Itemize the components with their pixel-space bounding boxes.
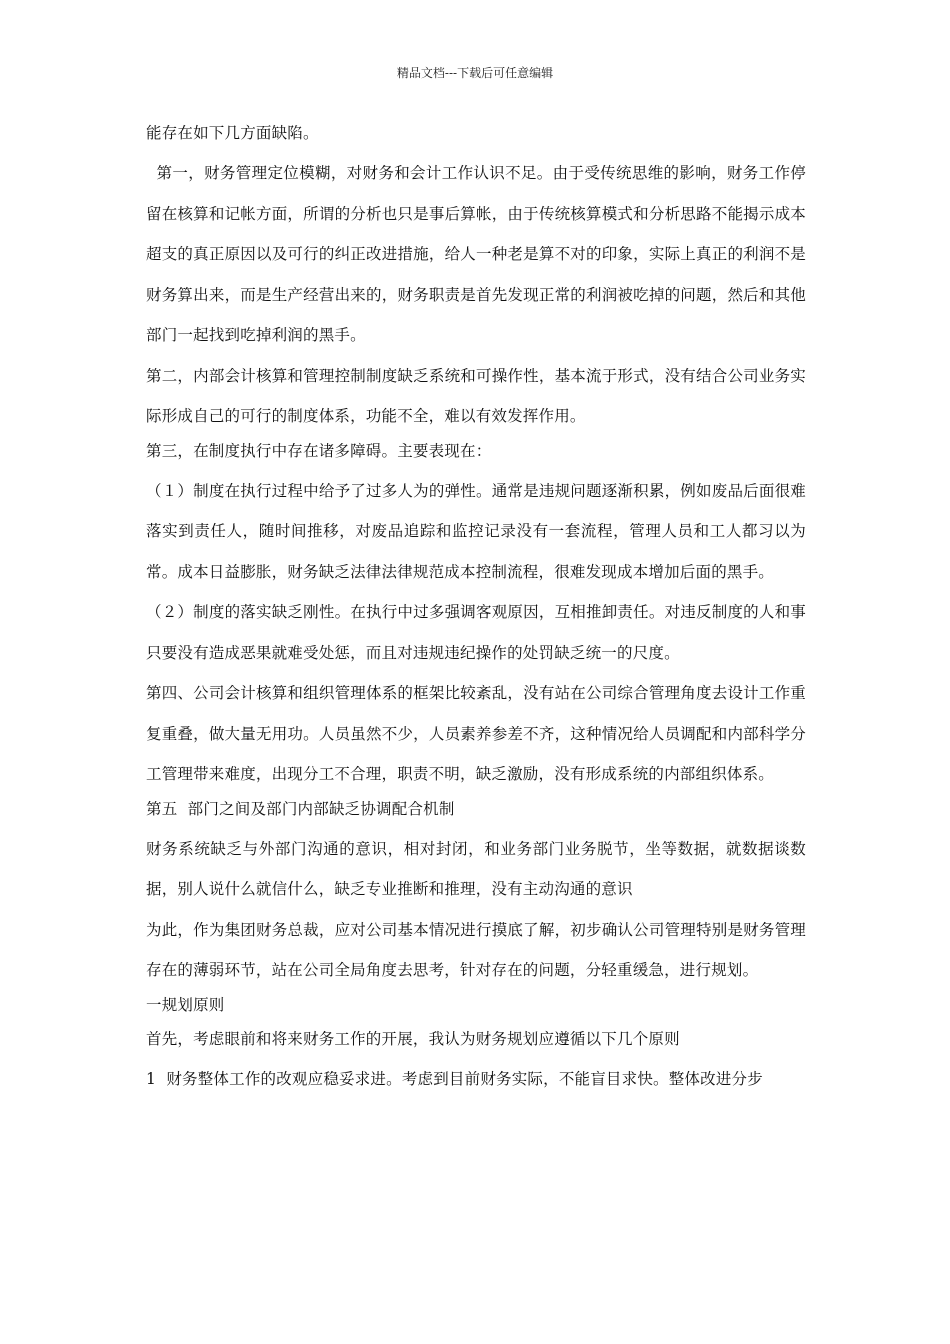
page-header: 精品文档---下载后可任意编辑 [396, 66, 554, 80]
paragraph-fifth-heading: 第五 部门之间及部门内部缺乏协调配合机制 [146, 799, 455, 818]
paragraph-fifth-body: 财务系统缺乏与外部门沟通的意识，相对封闭，和业务部门业务脱节，坐等数据，就数据谈数据，别人说什么就信什么，缺乏专业推断和推理，没有主动沟通的意识 [146, 839, 806, 898]
paragraph-conclusion: 为此，作为集团财务总裁，应对公司基本情况进行摸底了解，初步确认公司管理特别是财务管理存在的薄弱环节，站在公司全局角度去思考，针对存在的问题，分轻重缓急，进行规划。 [146, 920, 806, 979]
paragraph-second: 第二，内部会计核算和管理控制制度缺乏系统和可操作性，基本流于形式，没有结合公司业务实际形成自己的可行的制度体系，功能不全，难以有效发挥作用。 [146, 366, 806, 425]
paragraph-principles-intro: 首先，考虑眼前和将来财务工作的开展，我认为财务规划应遵循以下几个原则 [146, 1029, 680, 1048]
paragraph-first: 第一，财务管理定位模糊，对财务和会计工作认识不足。由于受传统思维的影响，财务工作停留在核算和记帐方面，所谓的分析也只是事后算帐，由于传统核算模式和分析思路不能揭示成本超支的真正原因以及可行的纠正改进措施，给人一种老是算不对的印象，实际上真正的利润不是财务算出来，而是生产经营出来的，财务职责是首先发现正常的利润被吃掉的问题，然后和其他部门一起找到吃掉利润的黑手。 [146, 164, 806, 344]
paragraph-intro: 能存在如下几方面缺陷。 [146, 124, 319, 142]
section-heading-planning-principles: 一规划原则 [146, 995, 225, 1014]
paragraph-third: 第三，在制度执行中存在诸多障碍。主要表现在： [146, 441, 492, 460]
paragraph-third-item-2: （２）制度的落实缺乏刚性。在执行中过多强调客观原因，互相推卸责任。对违反制度的人和事只要没有造成恶果就难受处惩，而且对违规违纪操作的处罚缺乏统一的尺度。 [146, 603, 806, 662]
paragraph-principle-1: 1 财务整体工作的改观应稳妥求进。考虑到目前财务实际，不能盲目求快。整体改进分步 [146, 1069, 763, 1088]
paragraph-fourth: 第四、公司会计核算和组织管理体系的框架比较紊乱，没有站在公司综合管理角度去设计工作重复重叠，做大量无用功。人员虽然不少，人员素养参差不齐，这种情况给人员调配和内部科学分工管理带来难度，出现分工不合理，职责不明，缺乏激励，没有形成系统的内部组织体系。 [146, 684, 806, 783]
document-body [146, 119, 806, 1099]
paragraph-third-item-1: （１）制度在执行过程中给予了过多人为的弹性。通常是违规问题逐渐积累，例如废品后面很难落实到责任人，随时间推移，对废品追踪和监控记录没有一套流程，管理人员和工人都习以为常。成本日益膨胀，财务缺乏法律法律规范成本控制流程，很难发现成本增加后面的黑手。 [146, 481, 806, 581]
